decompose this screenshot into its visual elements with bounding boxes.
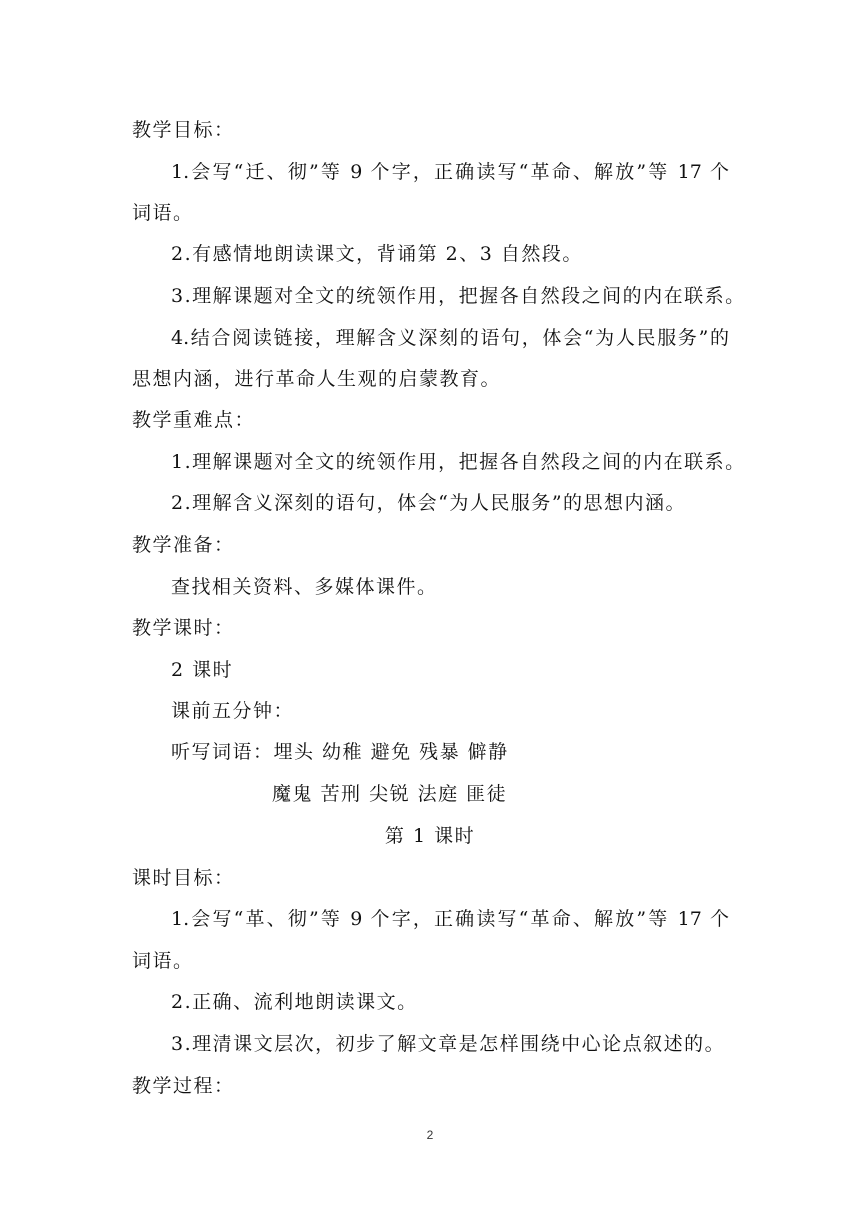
lesson-1-title: 第 1 课时: [384, 825, 476, 847]
lesson-goal-3: 3.理清课文层次，初步了解文章是怎样围绕中心论点叙述的。: [171, 1033, 726, 1055]
periods-text: 2 课时: [171, 659, 234, 681]
key-points-heading: 教学重难点：: [132, 409, 256, 431]
periods-heading: 教学课时：: [132, 617, 235, 639]
goal-3: 3.理解课题对全文的统领作用，把握各自然段之间的内在联系。: [171, 285, 746, 307]
dictation-line-1: 听写词语：埋头 幼稚 避免 残暴 僻静: [171, 741, 509, 763]
page-number: 2: [426, 1128, 434, 1142]
goal-4-line-1: 4.结合阅读链接，理解含义深刻的语句，体会“为人民服务”的: [171, 327, 729, 349]
lesson-goal-2: 2.正确、流利地朗读课文。: [171, 991, 418, 1013]
process-heading: 教学过程：: [132, 1075, 235, 1097]
key-point-1: 1.理解课题对全文的统领作用，把握各自然段之间的内在联系。: [171, 451, 746, 473]
goal-1-line-2: 词语。: [132, 202, 194, 224]
lesson-goal-1-line-2: 词语。: [132, 950, 194, 972]
goal-2: 2.有感情地朗读课文，背诵第 2、3 自然段。: [171, 243, 583, 265]
lesson-goal-1-line-1: 1.会写“革、彻”等 9 个字，正确读写“革命、解放”等 17 个: [171, 908, 729, 930]
goal-1-line-1: 1.会写“迁、彻”等 9 个字，正确读写“革命、解放”等 17 个: [171, 161, 729, 183]
preparation-heading: 教学准备：: [132, 534, 235, 556]
lesson-goals-heading: 课时目标：: [132, 867, 235, 889]
goal-4-line-2: 思想内涵，进行革命人生观的启蒙教育。: [132, 368, 502, 390]
five-minutes-heading: 课前五分钟：: [171, 700, 295, 722]
preparation-text: 查找相关资料、多媒体课件。: [171, 576, 438, 598]
teaching-goals-heading: 教学目标：: [132, 119, 235, 141]
dictation-line-2: 魔鬼 苦刑 尖锐 法庭 匪徒: [272, 783, 508, 805]
key-point-2: 2.理解含义深刻的语句，体会“为人民服务”的思想内涵。: [171, 492, 687, 514]
